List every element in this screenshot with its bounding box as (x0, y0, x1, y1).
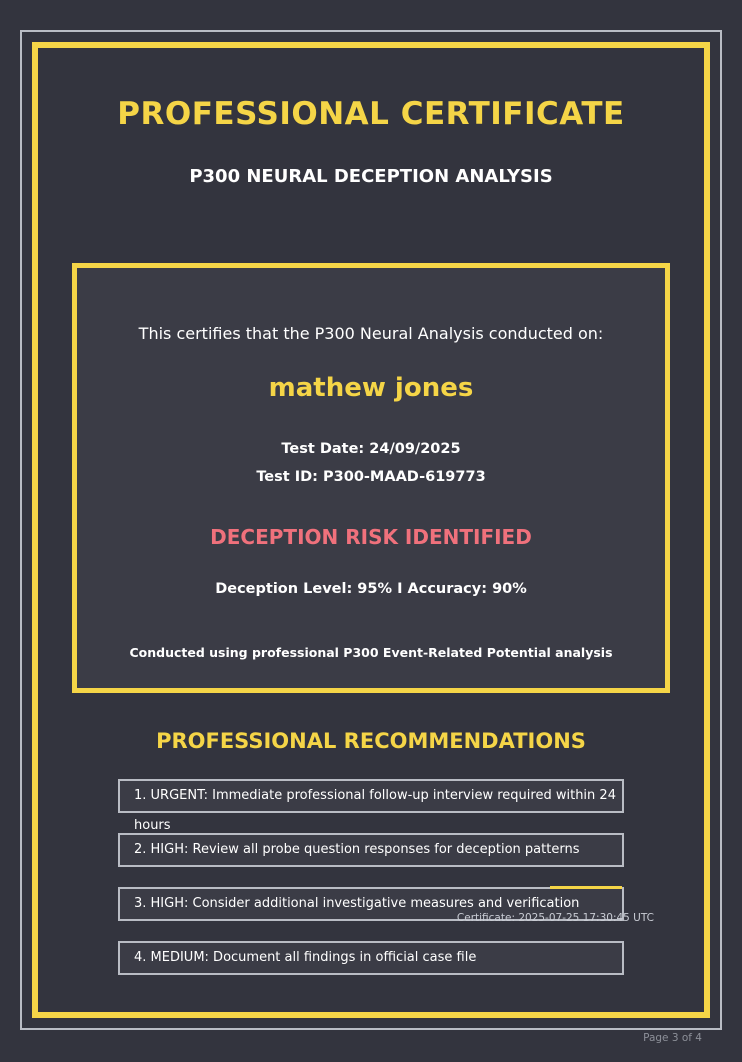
test-date: Test Date: 24/09/2025 (281, 441, 461, 457)
certificate-title: PROFESSIONAL CERTIFICATE (117, 96, 625, 132)
outer-border (20, 30, 722, 1030)
risk-banner: DECEPTION RISK IDENTIFIED (210, 524, 532, 549)
test-id: Test ID: P300-MAAD-619773 (256, 469, 486, 486)
recommendations-list (66, 779, 676, 975)
certificate-stamp: Certificate: 2025-07-25 17:30:45 UTC (456, 912, 654, 924)
deception-accuracy-levels: Deception Level: 95% I Accuracy: 90% (215, 580, 527, 597)
subject-name: mathew jones (268, 373, 474, 403)
certifies-statement: This certifies that the P300 Neural Analysis conducted on: (138, 324, 604, 343)
page-number: Page 3 of 4 (643, 1032, 702, 1044)
gold-border (32, 42, 710, 1018)
list-item: 4. MEDIUM: Document all findings in official case file (118, 941, 624, 975)
certificate-content (38, 48, 704, 1012)
list-item: 2. HIGH: Review all probe question responses for deception patterns (118, 833, 624, 867)
list-item: 1. URGENT: Immediate professional follow-up interview required within 24 hours (118, 779, 624, 813)
certificate-detail-box (72, 263, 670, 693)
list-item-label: 3. HIGH: Consider additional investigative measures and verification (134, 896, 580, 911)
certificate-subtitle: P300 NEURAL DECEPTION ANALYSIS (189, 166, 553, 187)
gold-accent-line (550, 886, 622, 889)
recommendations-title: PROFESSIONAL RECOMMENDATIONS (156, 729, 586, 753)
method-note: Conducted using professional P300 Event-Related Potential analysis (129, 644, 613, 660)
